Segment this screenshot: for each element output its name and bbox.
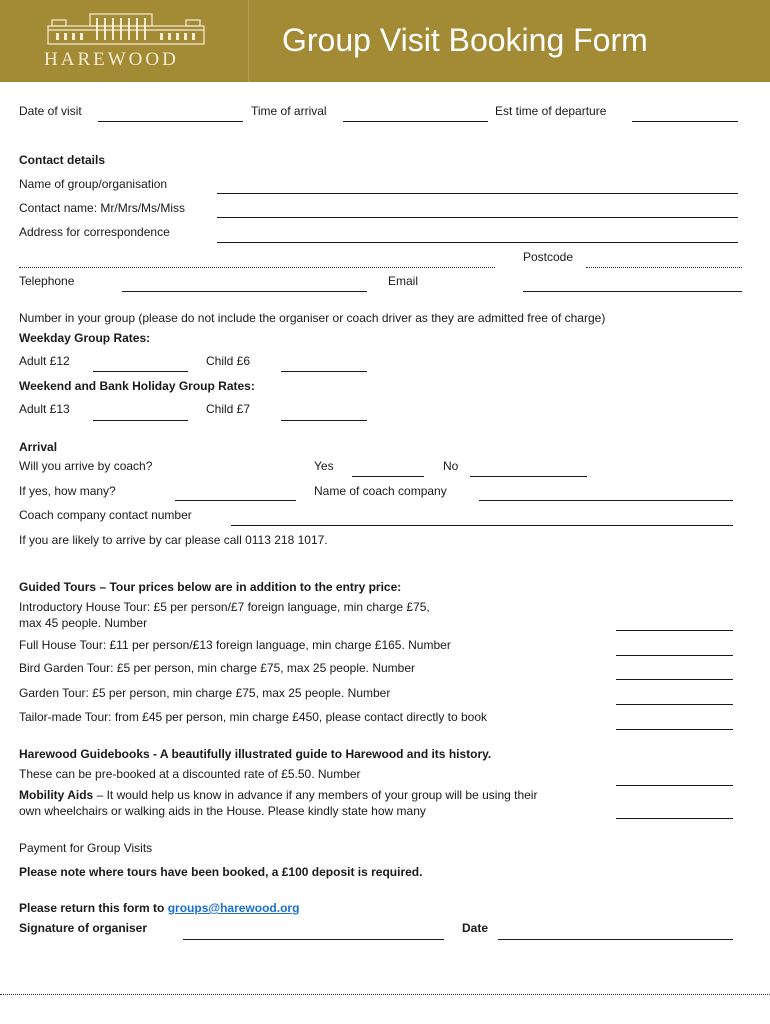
address-label: Address for correspondence [19, 225, 170, 239]
weekend-child-field[interactable] [281, 420, 367, 421]
mobility-aids-line2: own wheelchairs or walking aids in the House. Please kindly state how many [19, 804, 426, 818]
intro-tour-line1: Introductory House Tour: £5 per person/£7 foreign language, min charge £75, [19, 600, 430, 614]
guidebooks-text: These can be pre-booked at a discounted rate of £5.50. Number [19, 767, 361, 781]
contact-name-field[interactable] [217, 217, 738, 218]
weekday-adult-label: Adult £12 [19, 354, 70, 368]
garden-tour-number-field[interactable] [616, 704, 733, 705]
departure-field[interactable] [632, 121, 738, 122]
intro-tour-number-field[interactable] [616, 630, 733, 631]
return-email-link[interactable]: groups@harewood.org [167, 901, 300, 915]
address-line-2-field[interactable] [19, 267, 495, 268]
tours-heading: Guided Tours – Tour prices below are in addition to the entry price: [19, 580, 402, 594]
postcode-field[interactable] [586, 267, 742, 268]
date-of-visit-field[interactable] [98, 121, 243, 122]
email-field[interactable] [523, 291, 742, 292]
telephone-field[interactable] [122, 291, 367, 292]
mobility-aids-text: – It would help us know in advance if any members of your group will be using their [93, 788, 538, 802]
weekday-child-label: Child £6 [206, 354, 251, 368]
payment-heading: Payment for Group Visits [19, 841, 153, 855]
contact-heading: Contact details [19, 153, 106, 167]
deposit-note: Please note where tours have been booked, a £100 deposit is required. [19, 865, 423, 879]
address-field[interactable] [217, 242, 738, 243]
weekend-rates-heading: Weekend and Bank Holiday Group Rates: [19, 379, 255, 393]
time-of-arrival-field[interactable] [343, 121, 488, 122]
return-form-text: Please return this form to [19, 901, 168, 915]
date-of-visit-label: Date of visit [19, 104, 82, 118]
bird-garden-tour-number-field[interactable] [616, 679, 733, 680]
coach-count-field[interactable] [175, 500, 296, 501]
weekday-rates-heading: Weekday Group Rates: [19, 331, 151, 345]
page-title: Group Visit Booking Form [282, 22, 648, 58]
weekend-adult-field[interactable] [93, 420, 188, 421]
coach-contact-field[interactable] [231, 525, 733, 526]
signature-date-label: Date [462, 921, 489, 935]
header-banner [0, 0, 770, 82]
group-number-note: Number in your group (please do not include the organiser or coach driver as they are admitted free of charge) [19, 311, 606, 325]
telephone-label: Telephone [19, 274, 75, 288]
coach-no-field[interactable] [470, 476, 587, 477]
logo-wordmark: HAREWOOD [44, 49, 179, 70]
mobility-aids-label: Mobility Aids [19, 788, 94, 802]
signature-date-field[interactable] [498, 939, 733, 940]
mobility-aids-line1 [19, 788, 537, 802]
coach-company-label: Name of coach company [314, 484, 447, 498]
tailor-made-tour-label: Tailor-made Tour: from £45 per person, min charge £450, please contact directly to book [19, 710, 488, 724]
garden-tour-label: Garden Tour: £5 per person, min charge £75, max 25 people. Number [19, 686, 391, 700]
guidebooks-number-field[interactable] [616, 785, 733, 786]
guidebooks-heading: Harewood Guidebooks - A beautifully illustrated guide to Harewood and its history. [19, 747, 492, 761]
full-house-tour-label: Full House Tour: £11 per person/£13 foreign language, min charge £165. Number [19, 638, 451, 652]
signature-field[interactable] [183, 939, 444, 940]
group-name-label: Name of group/organisation [19, 177, 168, 191]
weekend-child-label: Child £7 [206, 402, 251, 416]
car-arrival-note: If you are likely to arrive by car please call 0113 218 1017. [19, 533, 328, 547]
intro-tour-line2: max 45 people. Number [19, 616, 148, 630]
postcode-label: Postcode [523, 250, 574, 264]
full-house-tour-number-field[interactable] [616, 655, 733, 656]
coach-no-label: No [443, 459, 459, 473]
coach-question-label: Will you arrive by coach? [19, 459, 153, 473]
weekday-child-field[interactable] [281, 371, 367, 372]
coach-contact-label: Coach company contact number [19, 508, 192, 522]
tailor-made-tour-field[interactable] [616, 729, 733, 730]
return-form-line [19, 901, 299, 915]
time-of-arrival-label: Time of arrival [251, 104, 327, 118]
coach-company-field[interactable] [479, 500, 733, 501]
page-cut-line [0, 994, 770, 995]
contact-name-label: Contact name: Mr/Mrs/Ms/Miss [19, 201, 186, 215]
harewood-logo [0, 0, 248, 82]
weekend-adult-label: Adult £13 [19, 402, 70, 416]
group-name-field[interactable] [217, 193, 738, 194]
coach-yes-label: Yes [314, 459, 334, 473]
signature-label: Signature of organiser [19, 921, 148, 935]
mobility-aids-number-field[interactable] [616, 818, 733, 819]
departure-label: Est time of departure [495, 104, 607, 118]
weekday-adult-field[interactable] [93, 371, 188, 372]
bird-garden-tour-label: Bird Garden Tour: £5 per person, min charge £75, max 25 people. Number [19, 661, 415, 675]
header-divider [248, 0, 249, 82]
coach-count-label: If yes, how many? [19, 484, 116, 498]
coach-yes-field[interactable] [352, 476, 424, 477]
arrival-heading: Arrival [19, 440, 58, 454]
email-label: Email [388, 274, 419, 288]
